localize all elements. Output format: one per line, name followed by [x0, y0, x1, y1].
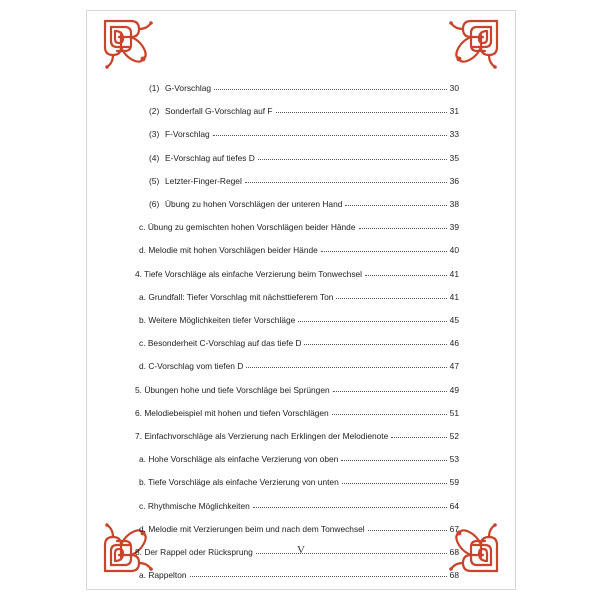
toc-entry-title — [139, 501, 250, 511]
toc-entry-page: 40 — [449, 245, 459, 256]
dot-leader — [359, 227, 448, 229]
page-number: V — [297, 544, 305, 556]
toc-entry-number: a. — [139, 570, 146, 581]
toc-entry-number: b. — [139, 315, 146, 325]
toc-entry[interactable] — [139, 245, 459, 255]
toc-entry-text: Der Rappel oder Rücksprung — [142, 547, 253, 557]
toc-entry-text: Übung zu gemischten hohen Vorschlägen beider Hände — [145, 222, 356, 233]
toc-entry-page: 68 — [449, 570, 459, 581]
toc-entry-text: Übung zu hohen Vorschlägen der unteren Hand — [165, 199, 343, 209]
dot-leader — [246, 366, 447, 368]
toc-entry[interactable] — [139, 501, 459, 511]
toc-entry-text: Melodie mit Verzierungen beim und nach dem Tonwechsel — [146, 523, 365, 534]
toc-entry-text: C-Vorschlag vom tiefen D — [146, 361, 244, 372]
toc-entry-title — [139, 338, 301, 348]
toc-entry[interactable] — [149, 199, 459, 209]
toc-entry-number: a. — [139, 291, 146, 302]
toc-entry-page: 64 — [449, 500, 459, 511]
dot-leader — [258, 158, 447, 160]
toc-entry-page: 67 — [449, 523, 459, 534]
toc-entry-text: Melodie mit hohen Vorschlägen beider Hände — [146, 245, 318, 256]
toc-entry[interactable] — [149, 83, 459, 93]
toc-entry-number: d. — [139, 245, 146, 256]
toc-entry-text: G-Vorschlag — [165, 83, 212, 93]
toc-entry-number: c. — [139, 338, 146, 349]
toc-entry[interactable] — [139, 292, 459, 302]
toc-entry-title — [149, 106, 273, 116]
toc-entry-text: E-Vorschlag auf tiefes D — [165, 152, 255, 163]
dot-leader — [190, 575, 447, 577]
dot-leader — [276, 111, 447, 113]
toc-entry-text: Tiefe Vorschläge als einfache Verzierung von unten — [146, 477, 339, 488]
toc-entry-text: F-Vorschlag — [165, 129, 210, 140]
toc-entry-text: Rappelton — [146, 570, 187, 581]
toc-entry[interactable] — [149, 153, 459, 163]
toc-entry-page: 45 — [449, 315, 459, 325]
toc-entry-text: Einfachvorschläge als Verzierung nach Erklingen der Melodienote — [142, 431, 389, 441]
dot-leader — [368, 529, 447, 531]
toc-entry-title — [149, 83, 211, 93]
toc-entry-number: 8. — [135, 547, 142, 557]
toc-entry[interactable] — [149, 176, 459, 186]
toc-entry-number: (3) — [149, 129, 160, 140]
document-page — [86, 10, 516, 590]
toc-entry[interactable] — [135, 408, 459, 418]
toc-entry-page: 49 — [449, 384, 459, 395]
toc-entry-title — [139, 477, 339, 487]
toc-entry-text: Übungen hohe und tiefe Vorschläge bei Sprüngen — [142, 384, 330, 395]
toc-entry-number: (5) — [149, 175, 160, 186]
dot-leader — [321, 250, 447, 252]
toc-entry-number: (4) — [149, 152, 160, 163]
toc-entry-title — [149, 153, 255, 163]
toc-entry-title — [135, 431, 388, 441]
toc-entry[interactable] — [135, 431, 459, 441]
toc-entry-page: 51 — [449, 407, 459, 418]
toc-entry-text: Grundfall: Tiefer Vorschlag mit nächsttieferem Ton — [146, 291, 334, 302]
toc-entry-page: 52 — [449, 431, 459, 441]
toc-entry-title — [139, 570, 187, 580]
dot-leader — [345, 204, 447, 206]
toc-entry-page: 59 — [449, 477, 459, 488]
toc-entry[interactable] — [139, 222, 459, 232]
toc-entry-number: (1) — [149, 83, 160, 93]
toc-entry-number: 6. — [135, 407, 142, 418]
toc-entry-title — [139, 361, 243, 371]
dot-leader — [341, 459, 447, 461]
toc-entry-title — [139, 245, 318, 255]
toc-entry-page: 53 — [449, 454, 459, 465]
dot-leader — [304, 343, 447, 345]
toc-entry-title — [139, 315, 295, 325]
toc-entry-page: 36 — [449, 175, 459, 186]
dot-leader — [214, 88, 447, 90]
toc-entry-number: d. — [139, 361, 146, 372]
toc-entry-page: 68 — [449, 547, 459, 557]
toc-entry-page: 35 — [449, 152, 459, 163]
toc-entry-page: 30 — [449, 83, 459, 93]
toc-entry-text: Melodiebeispiel mit hohen und tiefen Vorschlägen — [142, 407, 329, 418]
toc-entry[interactable] — [139, 524, 459, 534]
toc-entry-page: 38 — [449, 199, 459, 209]
dot-leader — [333, 390, 447, 392]
dot-leader — [245, 181, 447, 183]
toc-entry-title — [135, 385, 330, 395]
toc-entry-title — [139, 222, 356, 232]
toc-entry-text: Weitere Möglichkeiten tiefer Vorschläge — [146, 315, 296, 325]
toc-entry-page: 33 — [449, 129, 459, 140]
toc-entry-number: 7. — [135, 431, 142, 441]
toc-entry-text: Sonderfall G-Vorschlag auf F — [165, 106, 273, 117]
toc-entry-title — [135, 408, 329, 418]
dot-leader — [342, 482, 447, 484]
toc-entry[interactable] — [139, 477, 459, 487]
dot-leader — [365, 274, 447, 276]
dot-leader — [391, 436, 447, 438]
toc-entry-text: Letzter-Finger-Regel — [165, 175, 242, 186]
dot-leader — [298, 320, 447, 322]
dot-leader — [253, 506, 447, 508]
toc-entry-title — [149, 129, 210, 139]
toc-entry-number: (2) — [149, 106, 160, 117]
toc-entry-number: d. — [139, 523, 146, 534]
toc-entry-page: 47 — [449, 361, 459, 372]
toc-entry[interactable] — [135, 385, 459, 395]
toc-entry[interactable] — [139, 361, 459, 371]
toc-entry-page: 31 — [449, 106, 459, 117]
toc-entry-text: Tiefe Vorschläge als einfache Verzierung beim Tonwechsel — [142, 268, 363, 279]
toc-entry-number: a. — [139, 454, 146, 465]
toc-entry-number: (6) — [149, 199, 160, 209]
toc-entry-page: 41 — [449, 291, 459, 302]
toc-entry-page: 41 — [449, 268, 459, 279]
table-of-contents — [87, 11, 515, 589]
toc-entry[interactable] — [139, 570, 459, 580]
toc-entry-title — [149, 176, 242, 186]
toc-entry[interactable] — [139, 454, 459, 464]
toc-entry[interactable] — [135, 269, 459, 279]
toc-entry-title — [139, 292, 333, 302]
toc-entry-title — [135, 269, 362, 279]
toc-entry-number: c. — [139, 222, 146, 233]
toc-entry-text: Hohe Vorschläge als einfache Verzierung von oben — [146, 454, 339, 465]
toc-entry-number: b. — [139, 477, 146, 488]
toc-entry[interactable] — [139, 338, 459, 348]
toc-entry-text: Besonderheit C-Vorschlag auf das tiefe D — [145, 338, 302, 349]
dot-leader — [336, 297, 447, 299]
toc-entry-text: Rhythmische Möglichkeiten — [145, 500, 250, 511]
toc-entry-page: 39 — [449, 222, 459, 233]
toc-entry-title — [139, 524, 365, 534]
toc-entry-page: 46 — [449, 338, 459, 349]
toc-entry[interactable] — [139, 315, 459, 325]
dot-leader — [213, 134, 447, 136]
toc-entry-number: 5. — [135, 384, 142, 395]
toc-entry-number: c. — [139, 500, 146, 511]
dot-leader — [332, 413, 447, 415]
toc-entry[interactable] — [149, 129, 459, 139]
toc-entry[interactable] — [149, 106, 459, 116]
toc-entry-title — [149, 199, 342, 209]
toc-entry-title — [139, 454, 338, 464]
toc-entry-number: 4. — [135, 268, 142, 279]
